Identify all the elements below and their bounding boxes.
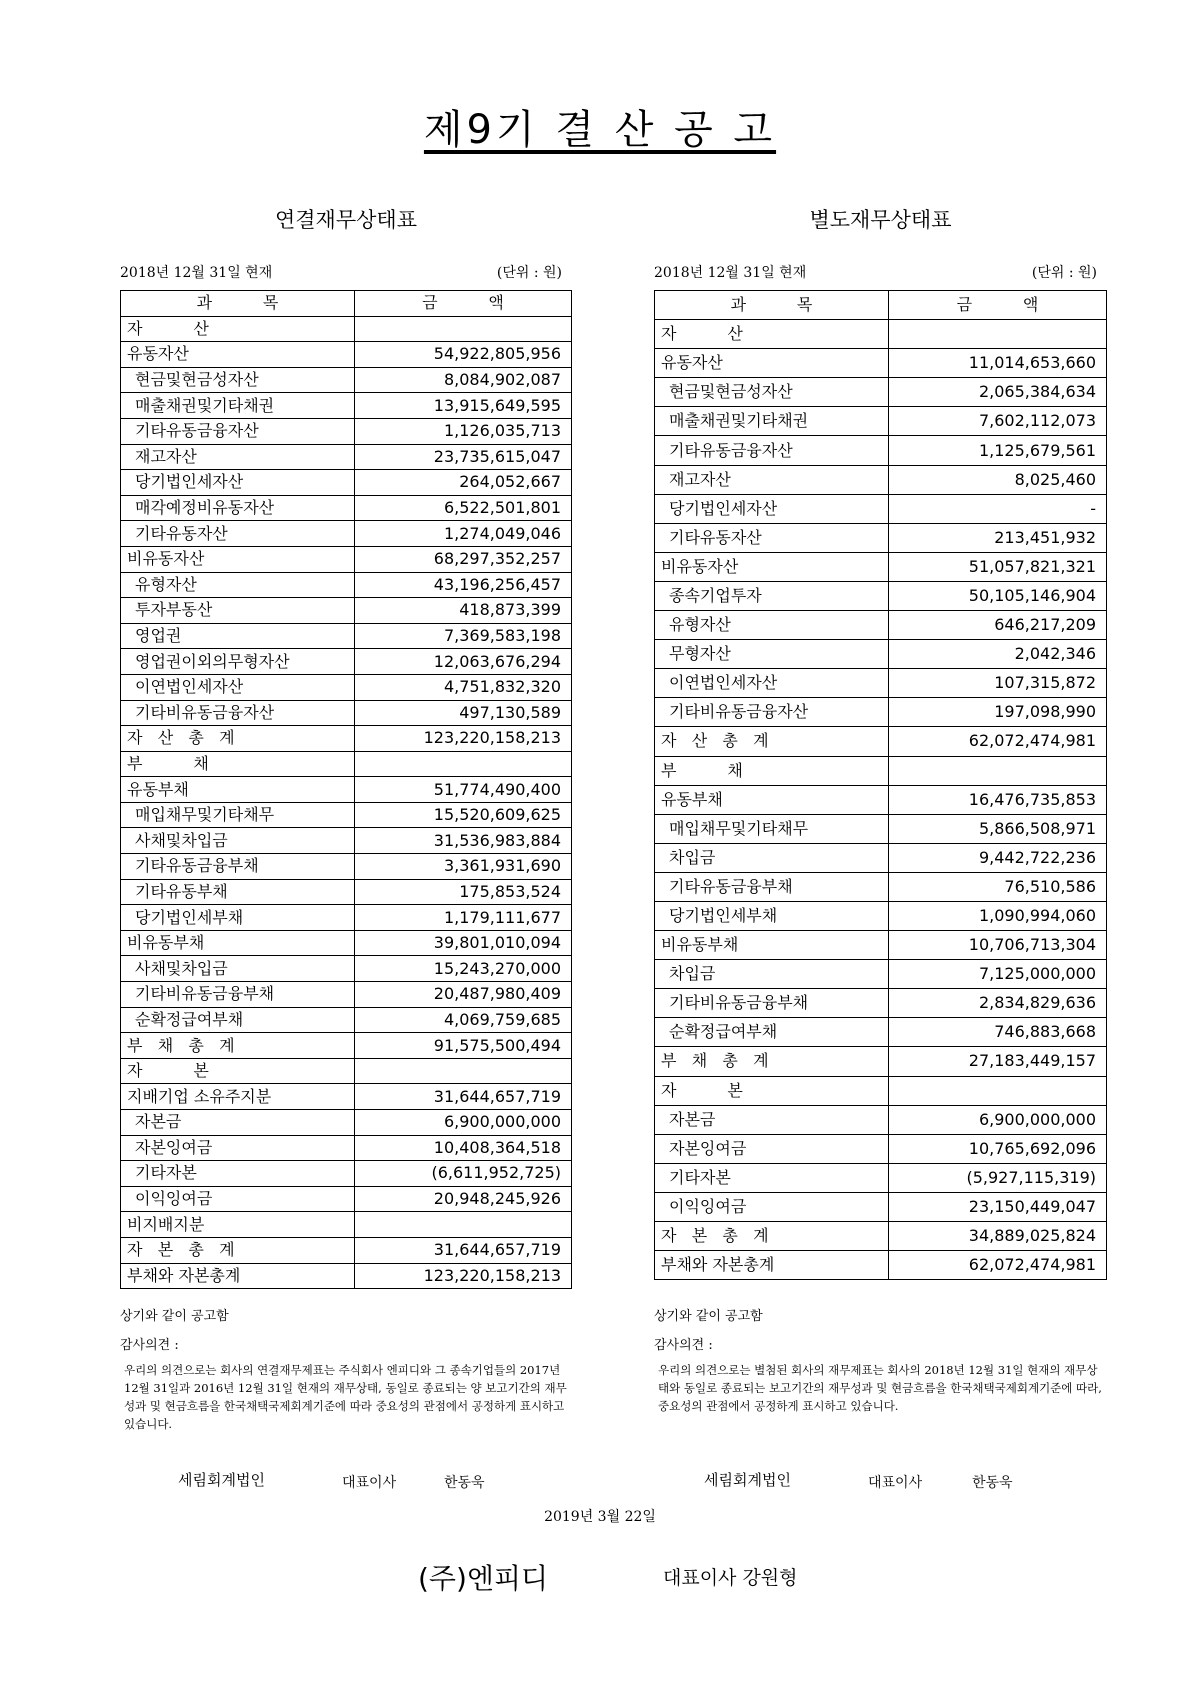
table-row: [655, 756, 1107, 785]
row-amount: 6,900,000,000: [355, 1110, 572, 1136]
row-amount: [355, 1212, 572, 1238]
table-row: [121, 879, 572, 905]
row-item: 당기법인세자산: [121, 470, 355, 496]
row-amount: 197,098,990: [889, 698, 1107, 727]
table-row: [655, 843, 1107, 872]
row-amount: 2,065,384,634: [889, 378, 1107, 407]
row-item: 이익잉여금: [121, 1186, 355, 1212]
row-item: 자 산: [655, 320, 889, 349]
table-row: [121, 342, 572, 368]
table-row: [655, 931, 1107, 960]
table-row: [121, 828, 572, 854]
row-item: 자 본 총 계: [121, 1237, 355, 1263]
consolidated-rep-name: 한동욱: [444, 1475, 485, 1491]
row-amount: 1,179,111,677: [355, 905, 572, 931]
row-amount: 6,522,501,801: [355, 495, 572, 521]
row-item: 이연법인세자산: [121, 674, 355, 700]
row-item: 지배기업 소유주지분: [121, 1084, 355, 1110]
row-item: 부 채: [121, 751, 355, 777]
row-amount: 123,220,158,213: [355, 726, 572, 752]
table-row: [121, 700, 572, 726]
consolidated-auditor: 세림회계법인: [178, 1471, 265, 1489]
table-row: [121, 726, 572, 752]
row-item: 재고자산: [655, 465, 889, 494]
table-header-row: [121, 291, 572, 317]
table-row: [121, 1212, 572, 1238]
row-item: 매출채권및기타채권: [655, 407, 889, 436]
table-row: [121, 418, 572, 444]
table-row: [655, 698, 1107, 727]
table-row: [121, 1135, 572, 1161]
consolidated-audit-label: 감사의견 :: [120, 1338, 179, 1353]
row-amount: 62,072,474,981: [889, 1251, 1107, 1280]
row-item: 기타비유동금융부채: [121, 982, 355, 1008]
row-item: 기타유동자산: [655, 523, 889, 552]
table-row: [655, 1192, 1107, 1221]
row-item: 부채와 자본총계: [121, 1263, 355, 1289]
row-amount: 5,866,508,971: [889, 814, 1107, 843]
row-item: 유동부채: [121, 777, 355, 803]
row-item: 매출채권및기타채권: [121, 393, 355, 419]
table-row: [121, 1161, 572, 1187]
row-item: 기타유동금융부채: [655, 872, 889, 901]
row-amount: [889, 756, 1107, 785]
row-amount: [355, 1058, 572, 1084]
consolidated-rows: [121, 316, 572, 1289]
separate-table: [654, 290, 1107, 1280]
table-row: [121, 1033, 572, 1059]
row-item: 비유동부채: [121, 930, 355, 956]
row-amount: 7,125,000,000: [889, 960, 1107, 989]
separate-audit-label: 감사의견 :: [654, 1338, 713, 1353]
row-amount: 50,105,146,904: [889, 581, 1107, 610]
row-amount: [889, 1076, 1107, 1105]
row-amount: 123,220,158,213: [355, 1263, 572, 1289]
row-amount: 175,853,524: [355, 879, 572, 905]
table-row: [655, 611, 1107, 640]
separate-subtitle: 별도재무상태표: [809, 208, 952, 232]
table-row: [121, 982, 572, 1008]
row-item: 기타비유동금융부채: [655, 989, 889, 1018]
row-amount: 23,735,615,047: [355, 444, 572, 470]
row-item: 부 채 총 계: [121, 1033, 355, 1059]
table-row: [121, 316, 572, 342]
row-amount: [889, 320, 1107, 349]
row-item: 영업권이외의무형자산: [121, 649, 355, 675]
table-row: [655, 1105, 1107, 1134]
row-item: 투자부동산: [121, 598, 355, 624]
row-amount: 68,297,352,257: [355, 546, 572, 572]
header-item: 과 목: [121, 291, 355, 317]
row-amount: 4,751,832,320: [355, 674, 572, 700]
table-row: [121, 956, 572, 982]
row-amount: 213,451,932: [889, 523, 1107, 552]
row-amount: (6,611,952,725): [355, 1161, 572, 1187]
row-item: 당기법인세부채: [655, 901, 889, 930]
row-amount: 23,150,449,047: [889, 1192, 1107, 1221]
row-amount: 13,915,649,595: [355, 393, 572, 419]
table-row: [655, 1163, 1107, 1192]
row-item: 매각예정비유동자산: [121, 495, 355, 521]
row-item: 당기법인세자산: [655, 494, 889, 523]
row-item: 당기법인세부채: [121, 905, 355, 931]
row-item: 비유동자산: [655, 552, 889, 581]
table-row: [121, 674, 572, 700]
page-title: 제9기 결 산 공 고: [423, 107, 777, 153]
row-amount: 27,183,449,157: [889, 1047, 1107, 1076]
table-row: [655, 901, 1107, 930]
table-row: [655, 960, 1107, 989]
table-row: [121, 854, 572, 880]
row-item: 부 채: [655, 756, 889, 785]
header-amount: 금 액: [889, 291, 1107, 320]
separate-date: 2018년 12월 31일 현재: [654, 265, 807, 281]
row-item: 자본잉여금: [121, 1135, 355, 1161]
row-amount: 8,025,460: [889, 465, 1107, 494]
table-row: [121, 572, 572, 598]
row-amount: 39,801,010,094: [355, 930, 572, 956]
consolidated-rep-title: 대표이사: [342, 1475, 397, 1491]
row-amount: 10,706,713,304: [889, 931, 1107, 960]
separate-rows: [655, 320, 1107, 1280]
table-row: [121, 751, 572, 777]
table-row: [655, 378, 1107, 407]
row-item: 기타비유동금융자산: [121, 700, 355, 726]
row-item: 기타유동자산: [121, 521, 355, 547]
row-item: 무형자산: [655, 640, 889, 669]
row-item: 자 본: [655, 1076, 889, 1105]
consolidated-note: 상기와 같이 공고함: [120, 1309, 229, 1324]
row-amount: 497,130,589: [355, 700, 572, 726]
row-item: 기타유동금융부채: [121, 854, 355, 880]
table-row: [121, 1007, 572, 1033]
row-amount: 54,922,805,956: [355, 342, 572, 368]
separate-rep-title: 대표이사: [868, 1475, 923, 1491]
row-amount: 1,125,679,561: [889, 436, 1107, 465]
row-amount: 107,315,872: [889, 669, 1107, 698]
consolidated-subtitle: 연결재무상태표: [274, 208, 417, 232]
row-amount: 31,644,657,719: [355, 1084, 572, 1110]
row-item: 기타자본: [655, 1163, 889, 1192]
row-item: 이익잉여금: [655, 1192, 889, 1221]
table-row: [121, 1058, 572, 1084]
row-item: 사채및차입금: [121, 956, 355, 982]
row-amount: 6,900,000,000: [889, 1105, 1107, 1134]
table-row: [121, 470, 572, 496]
table-row: [655, 1018, 1107, 1047]
row-amount: 91,575,500,494: [355, 1033, 572, 1059]
row-item: 순확정급여부채: [121, 1007, 355, 1033]
company-ceo: 대표이사 강원형: [663, 1567, 798, 1589]
table-row: [121, 367, 572, 393]
row-item: 부 채 총 계: [655, 1047, 889, 1076]
table-row: [121, 802, 572, 828]
table-row: [655, 989, 1107, 1018]
row-amount: 646,217,209: [889, 611, 1107, 640]
table-row: [121, 1110, 572, 1136]
consolidated-date: 2018년 12월 31일 현재: [120, 265, 273, 281]
row-amount: 1,126,035,713: [355, 418, 572, 444]
header-amount: 금 액: [355, 291, 572, 317]
row-item: 기타유동부채: [121, 879, 355, 905]
separate-rep-name: 한동욱: [972, 1475, 1013, 1491]
row-item: 사채및차입금: [121, 828, 355, 854]
row-amount: 1,274,049,046: [355, 521, 572, 547]
row-amount: 2,042,346: [889, 640, 1107, 669]
row-amount: 7,602,112,073: [889, 407, 1107, 436]
table-row: [655, 349, 1107, 378]
row-item: 차입금: [655, 843, 889, 872]
row-item: 자본잉여금: [655, 1134, 889, 1163]
table-row: [121, 1237, 572, 1263]
row-amount: 15,520,609,625: [355, 802, 572, 828]
table-row: [655, 640, 1107, 669]
separate-opinion: 우리의 의견으로는 별첨된 회사의 재무제표는 회사의 2018년 12월 31일 현재의 재무상태와 동일로 종료되는 보고기간의 재무성과 및 현금흐름을 한국채택국제회계기준에 따라, 중요성의 관점에서 공정하게 표시하고 있습니다.: [658, 1363, 1102, 1413]
table-row: [655, 523, 1107, 552]
table-row: [655, 552, 1107, 581]
table-row: [655, 1047, 1107, 1076]
row-item: 유동자산: [121, 342, 355, 368]
table-row: [121, 1263, 572, 1289]
row-item: 기타유동금융자산: [655, 436, 889, 465]
row-amount: 31,536,983,884: [355, 828, 572, 854]
table-row: [121, 777, 572, 803]
table-row: [655, 1222, 1107, 1251]
row-amount: 1,090,994,060: [889, 901, 1107, 930]
table-row: [655, 494, 1107, 523]
consolidated-opinion: 우리의 의견으로는 회사의 연결재무제표는 주식회사 엔피디와 그 종속기업들의 2017년 12월 31일과 2016년 12월 31일 현재의 재무상태, 동일로 종료되는 양 보고기간의 재무성과 및 현금흐름을 한국채택국제회계기준에 따라 중요성의 관점에서 공정하게 표시하고 있습니다.: [124, 1363, 567, 1431]
row-item: 유형자산: [121, 572, 355, 598]
row-item: 자 본: [121, 1058, 355, 1084]
row-item: 자 산 총 계: [655, 727, 889, 756]
table-row: [655, 581, 1107, 610]
row-item: 부채와 자본총계: [655, 1251, 889, 1280]
separate-auditor: 세림회계법인: [704, 1471, 791, 1489]
separate-note: 상기와 같이 공고함: [654, 1309, 763, 1324]
table-row: [655, 465, 1107, 494]
row-item: 비유동부채: [655, 931, 889, 960]
row-amount: 2,834,829,636: [889, 989, 1107, 1018]
separate-unit: (단위 : 원): [1031, 265, 1097, 281]
row-item: 재고자산: [121, 444, 355, 470]
row-amount: 51,057,821,321: [889, 552, 1107, 581]
row-amount: 34,889,025,824: [889, 1222, 1107, 1251]
table-row: [655, 1076, 1107, 1105]
table-row: [655, 1251, 1107, 1280]
row-amount: 746,883,668: [889, 1018, 1107, 1047]
row-item: 자 산 총 계: [121, 726, 355, 752]
row-amount: 3,361,931,690: [355, 854, 572, 880]
table-row: [655, 669, 1107, 698]
row-item: 비지배지분: [121, 1212, 355, 1238]
announcement-date: 2019년 3월 22일: [544, 1509, 656, 1525]
row-amount: 12,063,676,294: [355, 649, 572, 675]
row-amount: 15,243,270,000: [355, 956, 572, 982]
row-amount: (5,927,115,319): [889, 1163, 1107, 1192]
table-row: [121, 444, 572, 470]
row-item: 자본금: [121, 1110, 355, 1136]
row-amount: 31,644,657,719: [355, 1237, 572, 1263]
row-amount: 8,084,902,087: [355, 367, 572, 393]
row-item: 기타유동금융자산: [121, 418, 355, 444]
row-item: 현금및현금성자산: [655, 378, 889, 407]
row-amount: 10,408,364,518: [355, 1135, 572, 1161]
row-item: 유형자산: [655, 611, 889, 640]
row-amount: -: [889, 494, 1107, 523]
row-amount: 264,052,667: [355, 470, 572, 496]
row-amount: 4,069,759,685: [355, 1007, 572, 1033]
row-item: 차입금: [655, 960, 889, 989]
row-item: 기타자본: [121, 1161, 355, 1187]
consolidated-table: [120, 290, 572, 1289]
row-amount: 11,014,653,660: [889, 349, 1107, 378]
row-item: 자본금: [655, 1105, 889, 1134]
row-item: 매입채무및기타채무: [121, 802, 355, 828]
table-row: [655, 320, 1107, 349]
row-item: 매입채무및기타채무: [655, 814, 889, 843]
row-item: 기타비유동금융자산: [655, 698, 889, 727]
row-item: 유동자산: [655, 349, 889, 378]
row-amount: [355, 316, 572, 342]
row-item: 영업권: [121, 623, 355, 649]
table-row: [121, 649, 572, 675]
table-row: [121, 495, 572, 521]
row-amount: 20,948,245,926: [355, 1186, 572, 1212]
table-header-row: [655, 291, 1107, 320]
header-item: 과 목: [655, 291, 889, 320]
row-amount: [355, 751, 572, 777]
table-row: [655, 407, 1107, 436]
table-row: [655, 1134, 1107, 1163]
row-amount: 62,072,474,981: [889, 727, 1107, 756]
table-row: [655, 727, 1107, 756]
row-item: 종속기업투자: [655, 581, 889, 610]
table-row: [121, 1084, 572, 1110]
row-item: 자 본 총 계: [655, 1222, 889, 1251]
table-row: [121, 930, 572, 956]
table-row: [655, 436, 1107, 465]
row-amount: 9,442,722,236: [889, 843, 1107, 872]
table-row: [121, 546, 572, 572]
row-item: 순확정급여부채: [655, 1018, 889, 1047]
row-item: 현금및현금성자산: [121, 367, 355, 393]
consolidated-unit: (단위 : 원): [496, 265, 562, 281]
row-amount: 43,196,256,457: [355, 572, 572, 598]
row-amount: 418,873,399: [355, 598, 572, 624]
company-name: (주)엔피디: [418, 1562, 549, 1595]
table-row: [121, 905, 572, 931]
table-row: [121, 393, 572, 419]
row-amount: 20,487,980,409: [355, 982, 572, 1008]
row-amount: 51,774,490,400: [355, 777, 572, 803]
row-item: 비유동자산: [121, 546, 355, 572]
row-amount: 10,765,692,096: [889, 1134, 1107, 1163]
table-row: [121, 623, 572, 649]
table-row: [655, 785, 1107, 814]
row-amount: 16,476,735,853: [889, 785, 1107, 814]
table-row: [655, 872, 1107, 901]
table-row: [121, 1186, 572, 1212]
row-item: 유동부채: [655, 785, 889, 814]
row-item: 자 산: [121, 316, 355, 342]
row-item: 이연법인세자산: [655, 669, 889, 698]
row-amount: 7,369,583,198: [355, 623, 572, 649]
row-amount: 76,510,586: [889, 872, 1107, 901]
table-row: [655, 814, 1107, 843]
table-row: [121, 598, 572, 624]
table-row: [121, 521, 572, 547]
